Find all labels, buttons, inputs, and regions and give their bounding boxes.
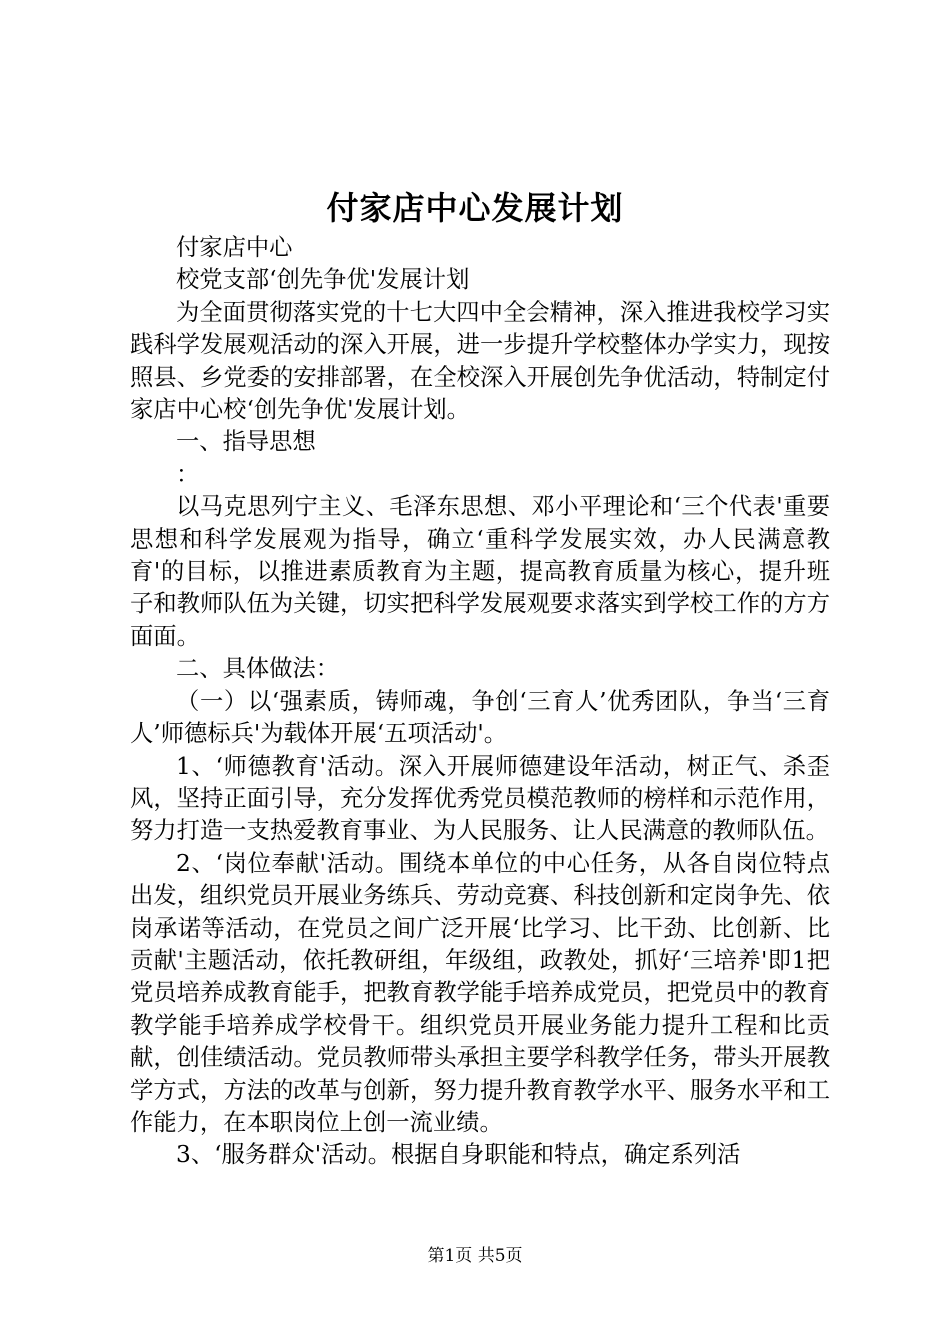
paragraph: 3、‘服务群众'活动。根据自身职能和特点，确定系列活 xyxy=(176,1141,741,1169)
page-number: 第1页 共5页 xyxy=(427,1246,523,1266)
paragraph: ： xyxy=(176,460,200,488)
paragraph: （一）以‘强素质，铸师魂，争创‘三育人’优秀团队，争当‘三育人’师德标兵'为载体开展‘五项活动'。 xyxy=(130,687,830,748)
paragraph: 2、‘岗位奉献'活动。围绕本单位的中心任务，从各自岗位特点出发，组织党员开展业务练兵、劳动竞赛、科技创新和定岗争先、依岗承诺等活动，在党员之间广泛开展‘比学习、比干劲、比创新、比贡献'主题活动，依托教研组，年级组，政教处，抓好‘三培养'即1把党员培养成教育能手，把教育教学能手培养成党员，把党员中的教育教学能手培养成学校骨干。组织党员开展业务能力提升工程和比贡献，创佳绩活动。党员教师带头承担主要学科教学任务，带头开展教学方式，方法的改革与创新，努力提升教育教学水平、服务水平和工作能力，在本职岗位上创一流业绩。 xyxy=(130,849,830,1136)
paragraph: 以马克思列宁主义、毛泽东思想、邓小平理论和‘三个代表'重要思想和科学发展观为指导，确立‘重科学发展实效，办人民满意教育'的目标，以推进素质教育为主题，提高教育质量为核心，提升班子和教师队伍为关键，切实把科学发展观要求落实到学校工作的方方面面。 xyxy=(130,493,830,650)
section-heading: 一、指导思想 xyxy=(176,428,316,456)
paragraph: 付家店中心 xyxy=(176,234,293,261)
paragraph: 校党支部‘创先争优'发展计划 xyxy=(176,266,470,294)
document-title: 付家店中心发展计划 xyxy=(326,189,624,227)
paragraph: 为全面贯彻落实党的十七大四中全会精神，深入推进我校学习实践科学发展观活动的深入开展，进一步提升学校整体办学实力，现按照县、乡党委的安排部署，在全校深入开展创先争优活动，特制定付家店中心校‘创先争优'发展计划。 xyxy=(130,298,830,424)
section-heading: 二、具体做法： xyxy=(176,655,340,683)
document-body xyxy=(130,232,830,1172)
paragraph: 1、‘师德教育'活动。深入开展师德建设年活动，树正气、杀歪风，坚持正面引导，充分发挥优秀党员模范教师的榜样和示范作用，努力打造一支热爱教育事业、为人民服务、让人民满意的教师队伍。 xyxy=(130,752,830,845)
